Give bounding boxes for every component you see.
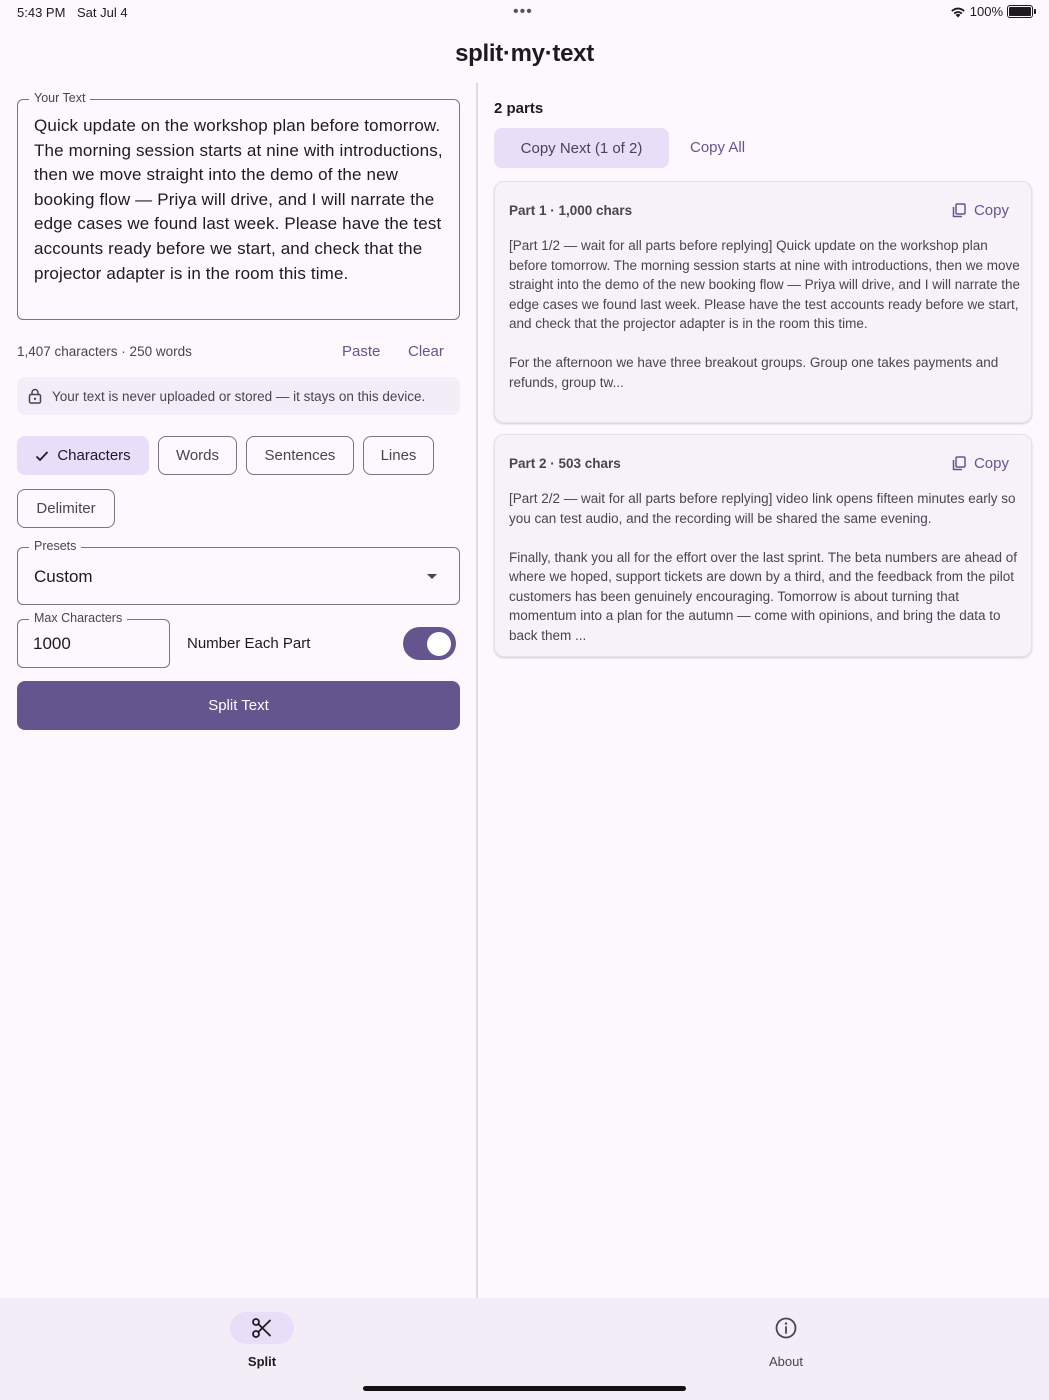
check-icon: [35, 450, 49, 462]
character-word-count: 1,407 characters · 250 words: [17, 344, 192, 359]
nav-item-split[interactable]: [212, 1312, 312, 1369]
number-each-part-label: Number Each Part: [187, 635, 311, 652]
mode-chip-words[interactable]: [158, 436, 237, 475]
copy-icon: [952, 456, 966, 471]
mode-chip-label: Characters: [57, 447, 131, 464]
part-body: [Part 2/2 — wait for all parts before replying] video link opens fifteen minutes early so you can test audio, and the recording will be shared the same evening. Finally, thank you all for the effort over the last sprint. The beta numbers are ahead of where we hoped, support tickets are down by a third, and the feedback from the pilot customers has been genuinely encouraging. Tomorrow is about turning that momentum into a plan for the autumn — come with opinions, and bring the data to back them ...: [509, 491, 1018, 643]
status-date: Sat Jul 4: [77, 5, 128, 20]
mode-chip-sentences[interactable]: [246, 436, 354, 475]
presets-value: Custom: [34, 567, 93, 586]
mode-chip-lines[interactable]: [363, 436, 434, 475]
wifi-icon: [950, 6, 966, 18]
status-indicators: [950, 4, 1033, 19]
part-title: Part 2 · 503 chars: [509, 456, 621, 471]
text-meta-row: [17, 344, 460, 364]
privacy-notice: [17, 377, 460, 415]
copy-all-button[interactable]: Copy All: [690, 139, 746, 156]
multitasking-dots-icon[interactable]: •••: [513, 3, 533, 20]
part-copy-button[interactable]: [952, 455, 1009, 472]
lock-icon: [28, 388, 42, 404]
paste-button[interactable]: Paste: [342, 343, 381, 360]
battery-percent: 100%: [969, 4, 1003, 19]
info-icon: [774, 1316, 798, 1340]
part-body: [Part 1/2 — wait for all parts before replying] Quick update on the workshop plan before tomorrow. The morning session starts at nine with introductions, then we move straight into the demo of the new booking flow — Priya will drive, and I will narrate the edge cases we found last week. Please have the test accounts ready before we start, and check that the projector adapter is in the room this time. For the afternoon we have three breakout groups. Group one takes payments and refunds, group tw...: [509, 238, 1021, 390]
mode-chip-label: Lines: [380, 447, 417, 464]
nav-label-about: About: [769, 1354, 803, 1369]
battery-icon: [1007, 5, 1033, 18]
mode-chip-label: Sentences: [264, 447, 336, 464]
presets-dropdown[interactable]: [17, 539, 460, 605]
text-input-label: Your Text: [29, 91, 90, 105]
nav-active-indicator: [230, 1312, 294, 1344]
clear-button[interactable]: Clear: [408, 343, 444, 360]
toggle-knob: [427, 632, 451, 656]
max-characters-label: Max Characters: [29, 611, 127, 625]
mode-chip-delimiter[interactable]: [17, 489, 115, 528]
mode-chip-label: Delimiter: [36, 500, 96, 517]
number-each-part-toggle[interactable]: [403, 627, 456, 660]
home-indicator: [363, 1386, 686, 1391]
status-bar: [0, 0, 1049, 26]
max-characters-value[interactable]: 1000: [33, 634, 71, 653]
text-input-field[interactable]: [17, 91, 460, 320]
bottom-navigation: [0, 1298, 1049, 1400]
part-title: Part 1 · 1,000 chars: [509, 203, 633, 218]
part-card-1: [494, 181, 1032, 423]
privacy-text: Your text is never uploaded or stored — it stays on this device.: [52, 388, 426, 404]
part-card-2: [494, 434, 1032, 657]
nav-icon-container: [754, 1312, 818, 1344]
status-time: 5:43 PM: [17, 5, 66, 20]
text-input-value[interactable]: Quick update on the workshop plan before tomorrow. The morning session starts at nine with introductions, then we move straight into the demo of the new booking flow — Priya will drive, and I will narrate the edge cases we found last week. Please have the test accounts ready before we start, and check that the projector adapter is in the room this time.: [34, 116, 443, 283]
app-title: split·my·text: [455, 40, 594, 67]
parts-count: 2 parts: [494, 100, 544, 117]
mode-chip-label: Words: [175, 447, 220, 464]
copy-icon: [952, 203, 966, 218]
nav-label-split: Split: [247, 1354, 277, 1369]
part-copy-button[interactable]: [952, 202, 1009, 219]
max-characters-field[interactable]: [17, 611, 170, 668]
nav-item-about[interactable]: [736, 1312, 836, 1369]
scissors-icon: [250, 1316, 274, 1340]
split-text-button[interactable]: Split Text: [17, 681, 460, 730]
mode-chip-characters[interactable]: [17, 436, 149, 475]
pane-divider: [476, 83, 478, 1298]
copy-next-button[interactable]: Copy Next (1 of 2): [494, 128, 669, 168]
presets-label: Presets: [29, 539, 81, 553]
dropdown-arrow-icon: [427, 574, 437, 579]
part-copy-label: Copy: [973, 455, 1009, 472]
part-copy-label: Copy: [973, 202, 1009, 219]
